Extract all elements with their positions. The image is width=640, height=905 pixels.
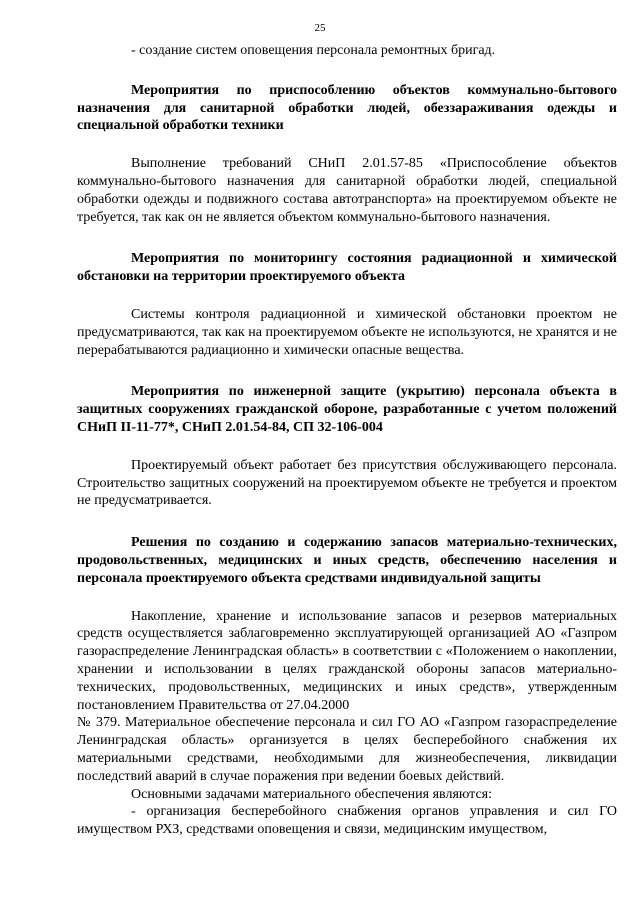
heading-material-reserves: Решения по созданию и содержанию запасов материально-технических, продовольственных, медицинских и иных средств, обеспечению населения и персонала проектируемого объекта средствами индивидуальной защиты (77, 535, 617, 586)
heading-radiation-monitoring: Мероприятия по мониторингу состояния радиационной и химической обстановки на территории проектируемого объекта (77, 251, 617, 285)
heading-sanitary-treatment: Мероприятия по приспособлению объектов коммунально-бытового назначения для санитарной обработки людей, обеззараживания одежды и специальной обработки техники (77, 82, 617, 134)
document-body (77, 42, 617, 839)
paragraph-main-tasks: Основными задачами материального обеспечения являются: (131, 786, 492, 802)
page-number: 25 (314, 22, 326, 34)
paragraph-notification-systems: - создание систем оповещения персонала ремонтных бригад. (131, 43, 496, 58)
paragraph-radiation-monitoring: Системы контроля радиационной и химической обстановки проектом не предусматриваются, так как на проектируемом объекте не используются, не хранятся и не перерабатываются радиационно и химически опасные вещества. (77, 306, 617, 358)
paragraph-material-reserves: Накопление, хранение и использование запасов и резервов материальных средств осуществляется заблаговременно эксплуатирующей организацией АО «Газпром газораспределение Ленинградская область» в соответствии с «Положением о накоплении, хранении и использовании в целях гражданской обороны запасов материально-технических, продовольственных, медицинских и иных средств», утвержденным постановлением Правительства от 27.04.2000 (77, 608, 617, 713)
paragraph-supply-organization: - организация бесперебойного снабжения органов управления и сил ГО имуществом РХЗ, средствами оповещения и связи, медицинским имуществом, (77, 804, 617, 838)
paragraph-sanitary-treatment: Выполнение требований СНиП 2.01.57-85 «Приспособление объектов коммунально-бытового назначения для санитарной обработки людей, специальной обработки одежды и подвижного состава автотранспорта» на проектируемом объекте не требуется, так как он не является объектом коммунально-бытового назначения. (77, 156, 617, 225)
paragraph-engineering-protection: Проектируемый объект работает без присутствия обслуживающего персонала. Строительство защитных сооружений на проектируемом объекте не требуется и проектом не предусматривается. (77, 457, 617, 509)
paragraph-material-support: № 379. Материальное обеспечение персонала и сил ГО АО «Газпром газораспределение Ленинградская область» организуется в целях бесперебойного снабжения их материальными средствами, необходимыми для жизнеобеспечения, ликвидации последствий аварий в случае поражения при ведении боевых действий. (77, 715, 617, 784)
heading-engineering-protection: Мероприятия по инженерной защите (укрытию) персонала объекта в защитных сооружениях гражданской обороне, разработанные с учетом положений СНиП II-11-77*, СНиП 2.01.54-84, СП 32-106-004 (77, 384, 617, 435)
